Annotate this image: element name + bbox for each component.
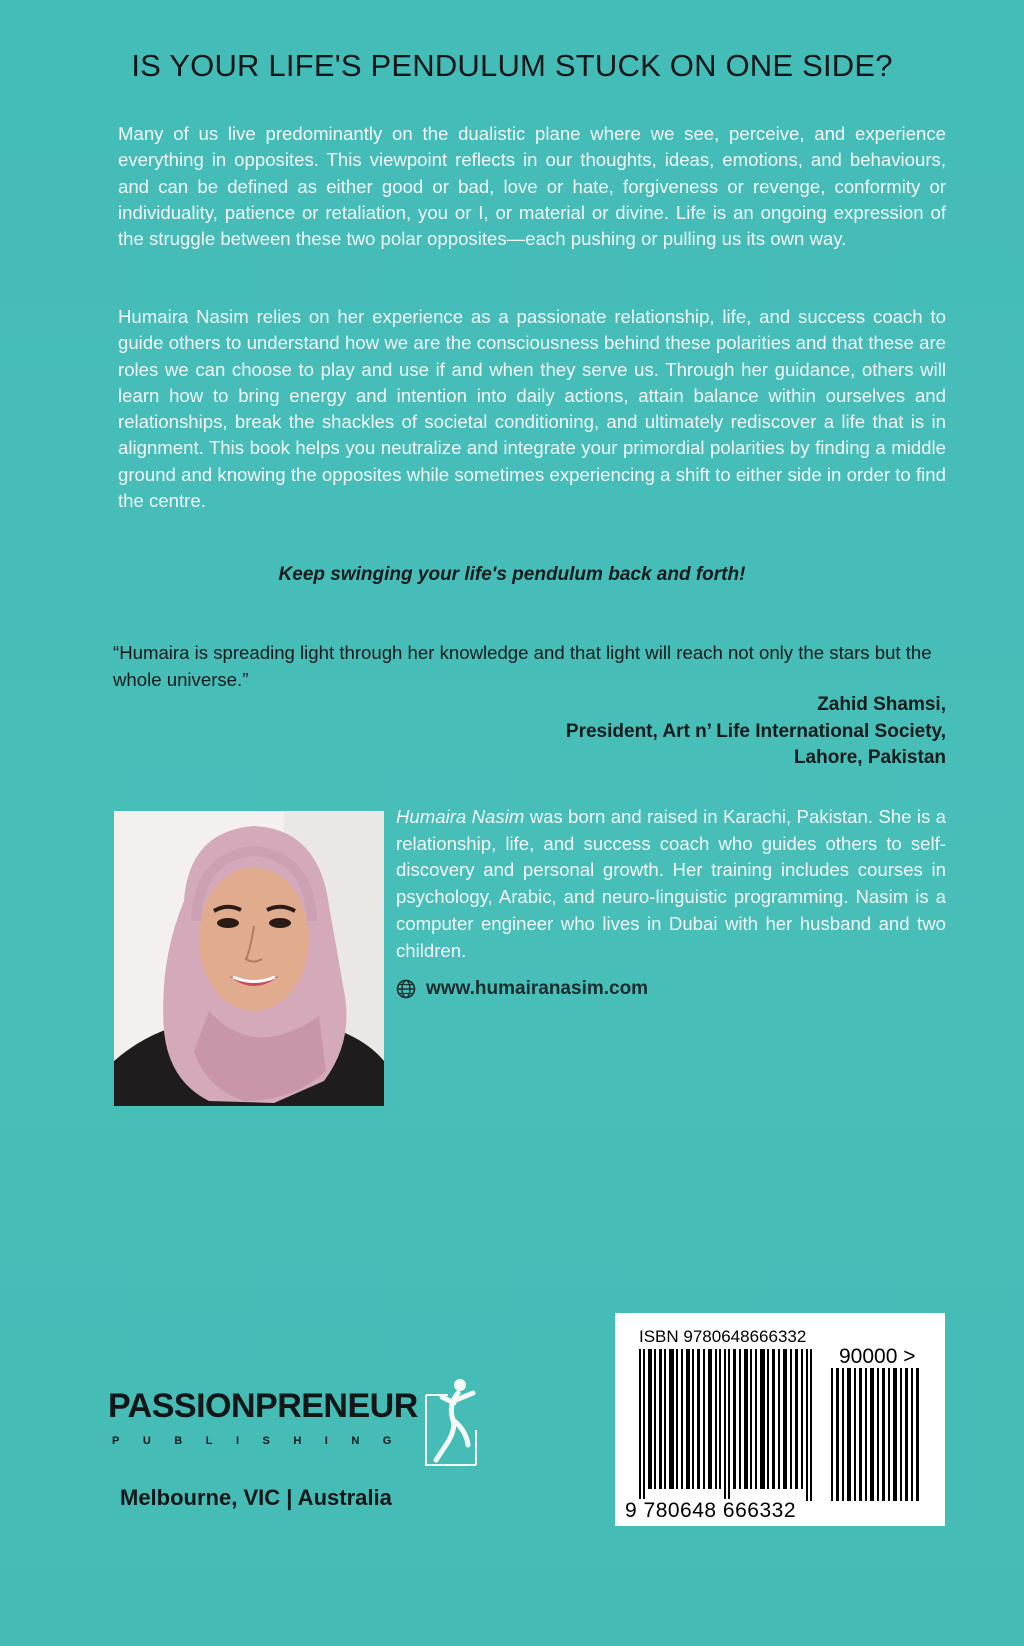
author-photo xyxy=(114,811,384,1106)
author-name: Humaira Nasim xyxy=(396,806,525,827)
tagline: Keep swinging your life's pendulum back and forth! xyxy=(278,564,746,585)
testimonial-name: Zahid Shamsi, xyxy=(817,694,946,715)
isbn-barcode xyxy=(615,1313,945,1526)
author-website[interactable] xyxy=(396,978,648,1000)
author-bio xyxy=(396,804,946,964)
cover-title: IS YOUR LIFE'S PENDULUM STUCK ON ONE SIDE? xyxy=(131,48,893,83)
publisher-name: PASSIONPRENEUR xyxy=(108,1387,418,1425)
isbn-digits: 9 780648 666332 xyxy=(625,1499,796,1522)
publisher-subtitle: PUBLISHING xyxy=(112,1435,415,1447)
leaping-figure-icon xyxy=(418,1375,488,1470)
isbn-label: ISBN 9780648666332 xyxy=(639,1327,807,1346)
publisher-location: Melbourne, VIC | Australia xyxy=(120,1485,392,1510)
testimonial-quote: “Humaira is spreading light through her knowledge and that light will reach not only the stars but the whole universe.” xyxy=(113,642,932,690)
description-paragraph-2: Humaira Nasim relies on her experience as a passionate relationship, life, and success coach to guide others to understand how we are the consciousness behind these polarities and that these are roles we can choose to play and use if and when they serve us. Through her guidance, others will learn how to bring energy and intention into daily actions, attain balance within ourselves and relationships, break the shackles of societal conditioning, and ultimately rediscover a life that is in alignment. This book helps you neutralize and integrate your primordial polarities by finding a middle ground and knowing the opposites while sometimes experiencing a shift to either side in order to find the centre. xyxy=(118,306,946,512)
author-bio-text: was born and raised in Karachi, Pakistan. She is a relationship, life, and success coach who guides others to self-discovery and personal growth. Her training includes courses in psychology, Arabic, and neuro-linguistic programming. Nasim is a computer engineer who lives in Dubai with her husband and two children. xyxy=(396,806,946,961)
barcode-bars-icon xyxy=(639,1349,814,1501)
globe-icon xyxy=(396,979,416,999)
website-url[interactable]: www.humairanasim.com xyxy=(426,978,649,999)
price-code: 90000 > xyxy=(839,1345,916,1368)
testimonial-role: President, Art n’ Life International Society, xyxy=(565,720,946,742)
testimonial-place: Lahore, Pakistan xyxy=(793,747,946,768)
publisher-logo xyxy=(108,1375,488,1475)
barcode-addon-icon xyxy=(831,1368,921,1501)
testimonial-attribution xyxy=(566,692,946,772)
description-paragraph-1: Many of us live predominantly on the dualistic plane where we see, perceive, and experience everything in opposites. This viewpoint reflects in our thoughts, ideas, emotions, and behaviours, and can be defined as either good or bad, love or hate, forgiveness or revenge, conformity or individuality, patience or retaliation, you or I, or material or divine. Life is an ongoing expression of the struggle between these two polar opposites—each pushing or pulling us its own way. xyxy=(118,123,946,250)
author-portrait-illustration xyxy=(114,811,384,1106)
